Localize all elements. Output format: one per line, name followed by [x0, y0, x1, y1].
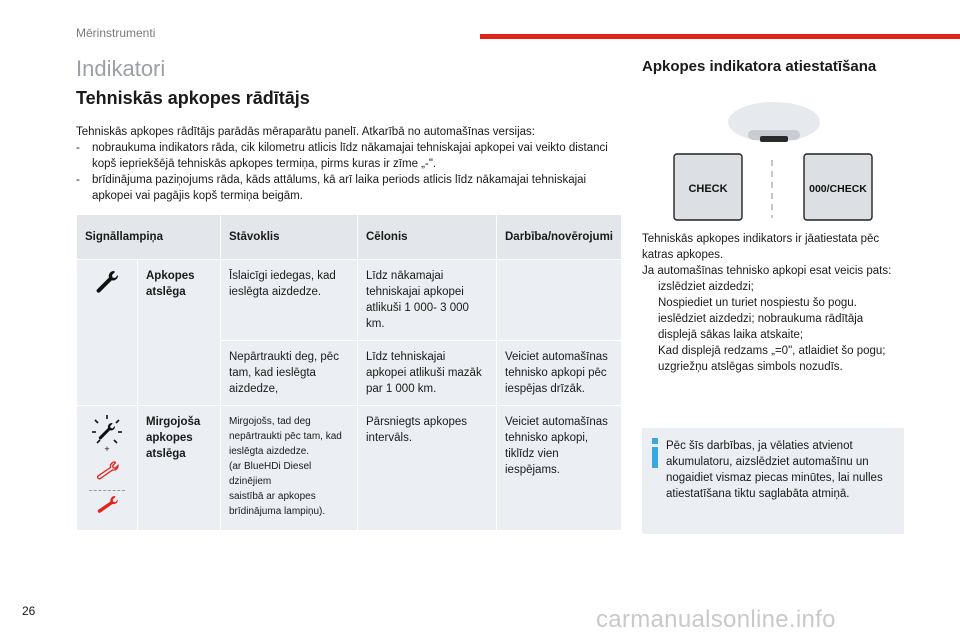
header-signal: Signāllampiņa	[77, 215, 221, 260]
instruction-paragraph: Tehniskās apkopes indikators ir jāatiestata pēc katras apkopes.	[642, 233, 880, 261]
cause-line: nepārtraukti pēc tam, kad	[229, 431, 342, 442]
header-action: Darbība/novērojumi	[497, 215, 622, 260]
blinking-wrench-icon	[91, 414, 123, 454]
wrench-outline-icon	[93, 459, 121, 483]
bullet-text: izslēdziet aizdedzi;	[658, 281, 754, 293]
accent-bar	[480, 34, 960, 39]
watermark: carmanualsonline.info	[596, 606, 836, 633]
cause-line: brīdinājuma lampiņu).	[229, 506, 326, 517]
bullet-item	[642, 311, 904, 343]
cause-line: saistībā ar apkopes	[229, 491, 316, 502]
instruction-paragraph: Ja automašīnas tehnisko apkopi esat veicis pats:	[642, 265, 892, 277]
odometer-check-label: 000/CHECK	[809, 183, 867, 195]
page-title: Indikatori	[76, 56, 166, 81]
blinking-wrench-icon-cell	[77, 406, 138, 531]
wrench-filled-icon	[93, 493, 121, 517]
dash-item-text: brīdinājuma paziņojums rāda, kāds attālums, kā arī laika periods atlicis līdz nākamajai tehniskajai apkopei vai pagājis kopš termiņa beigām.	[92, 174, 587, 202]
table-cell: Līdz tehniskajai apkopei atlikuši mazāk par 1 000 km.	[358, 341, 497, 406]
table-cell: Veiciet automašīnas tehnisko apkopi pēc iespējas drīzāk.	[497, 341, 622, 406]
page-number: 26	[22, 604, 36, 618]
state-name: Mirgojoša apkopes atslēga	[138, 406, 221, 531]
section-heading: Tehniskās apkopes rādītājs	[76, 88, 310, 108]
bullet-item	[642, 279, 904, 295]
plus-sign: +	[104, 444, 110, 454]
bullet-text: Kad displejā redzams „=0", atlaidiet šo pogu; uzgriežņu atslēgas simbols nozudīs.	[658, 345, 886, 373]
check-label: CHECK	[688, 183, 728, 195]
cause-line: Mirgojošs, tad deg	[229, 416, 311, 427]
table-cell: Veiciet automašīnas tehnisko apkopi, tiklīdz vien iespējams.	[497, 406, 622, 531]
dash-item	[76, 140, 608, 172]
wrench-icon	[93, 268, 121, 296]
header-state: Stāvoklis	[221, 215, 358, 260]
info-text: Pēc šīs darbības, ja vēlaties atvienot akumulatoru, aizslēdziet automašīnu un nogaidiet vismaz piecas minūtes, lai nulles atiestatīšana tiktu saglabāta atmiņā.	[666, 440, 883, 500]
state-name: Apkopes atslēga	[138, 260, 221, 406]
bullet-text: Nospiediet un turiet nospiestu šo pogu.	[658, 297, 857, 309]
table-cell	[497, 260, 622, 341]
table-header-row	[77, 215, 622, 260]
dashed-divider	[89, 490, 125, 491]
wrench-icon-cell	[77, 260, 138, 406]
bullet-item	[642, 343, 904, 375]
table-cell: Nepārtraukti deg, pēc tam, kad ieslēgta aizdedze,	[221, 341, 358, 406]
bullet-text: ieslēdziet aizdedzi; nobraukuma rādītāja displejā sākas laika atskaite;	[658, 313, 864, 341]
bullet-item	[642, 295, 904, 311]
reset-instructions	[642, 231, 904, 375]
table-cell: Pārsniegts apkopes intervāls.	[358, 406, 497, 531]
dash-mark: -	[76, 142, 80, 154]
table-cell-small	[221, 406, 358, 531]
dash-item-text: nobraukuma indikators rāda, cik kilometru atlicis līdz nākamajai tehniskajai apkopei vai veikto distanci kopš iepriekšējā tehniskās apkopes termiņa, pirms kuras ir zīme „-".	[92, 142, 608, 170]
intro-text	[76, 124, 608, 204]
header-cause: Cēlonis	[358, 215, 497, 260]
table-cell: Īslaicīgi iedegas, kad ieslēgta aizdedze.	[221, 260, 358, 341]
intro-paragraph: Tehniskās apkopes rādītājs parādās mēraparātu panelī. Atkarībā no automašīnas versijas:	[76, 126, 535, 138]
info-icon	[650, 438, 660, 468]
table-row	[77, 260, 622, 341]
section-label: Mērinstrumenti	[76, 26, 156, 40]
info-box	[642, 428, 904, 534]
right-section-title: Apkopes indikatora atiestatīšana	[642, 58, 877, 75]
dash-item	[76, 172, 608, 204]
table-cell: Līdz nākamajai tehniskajai apkopei atlikuši 1 000- 3 000 km.	[358, 260, 497, 341]
dash-mark: -	[76, 174, 80, 186]
indicator-table	[76, 214, 622, 531]
cause-line: ieslēgta aizdedze.	[229, 446, 310, 457]
dashboard-illustration	[664, 100, 888, 230]
cause-line: (ar BlueHDi Diesel dzinējiem	[229, 461, 312, 487]
table-row	[77, 406, 622, 531]
